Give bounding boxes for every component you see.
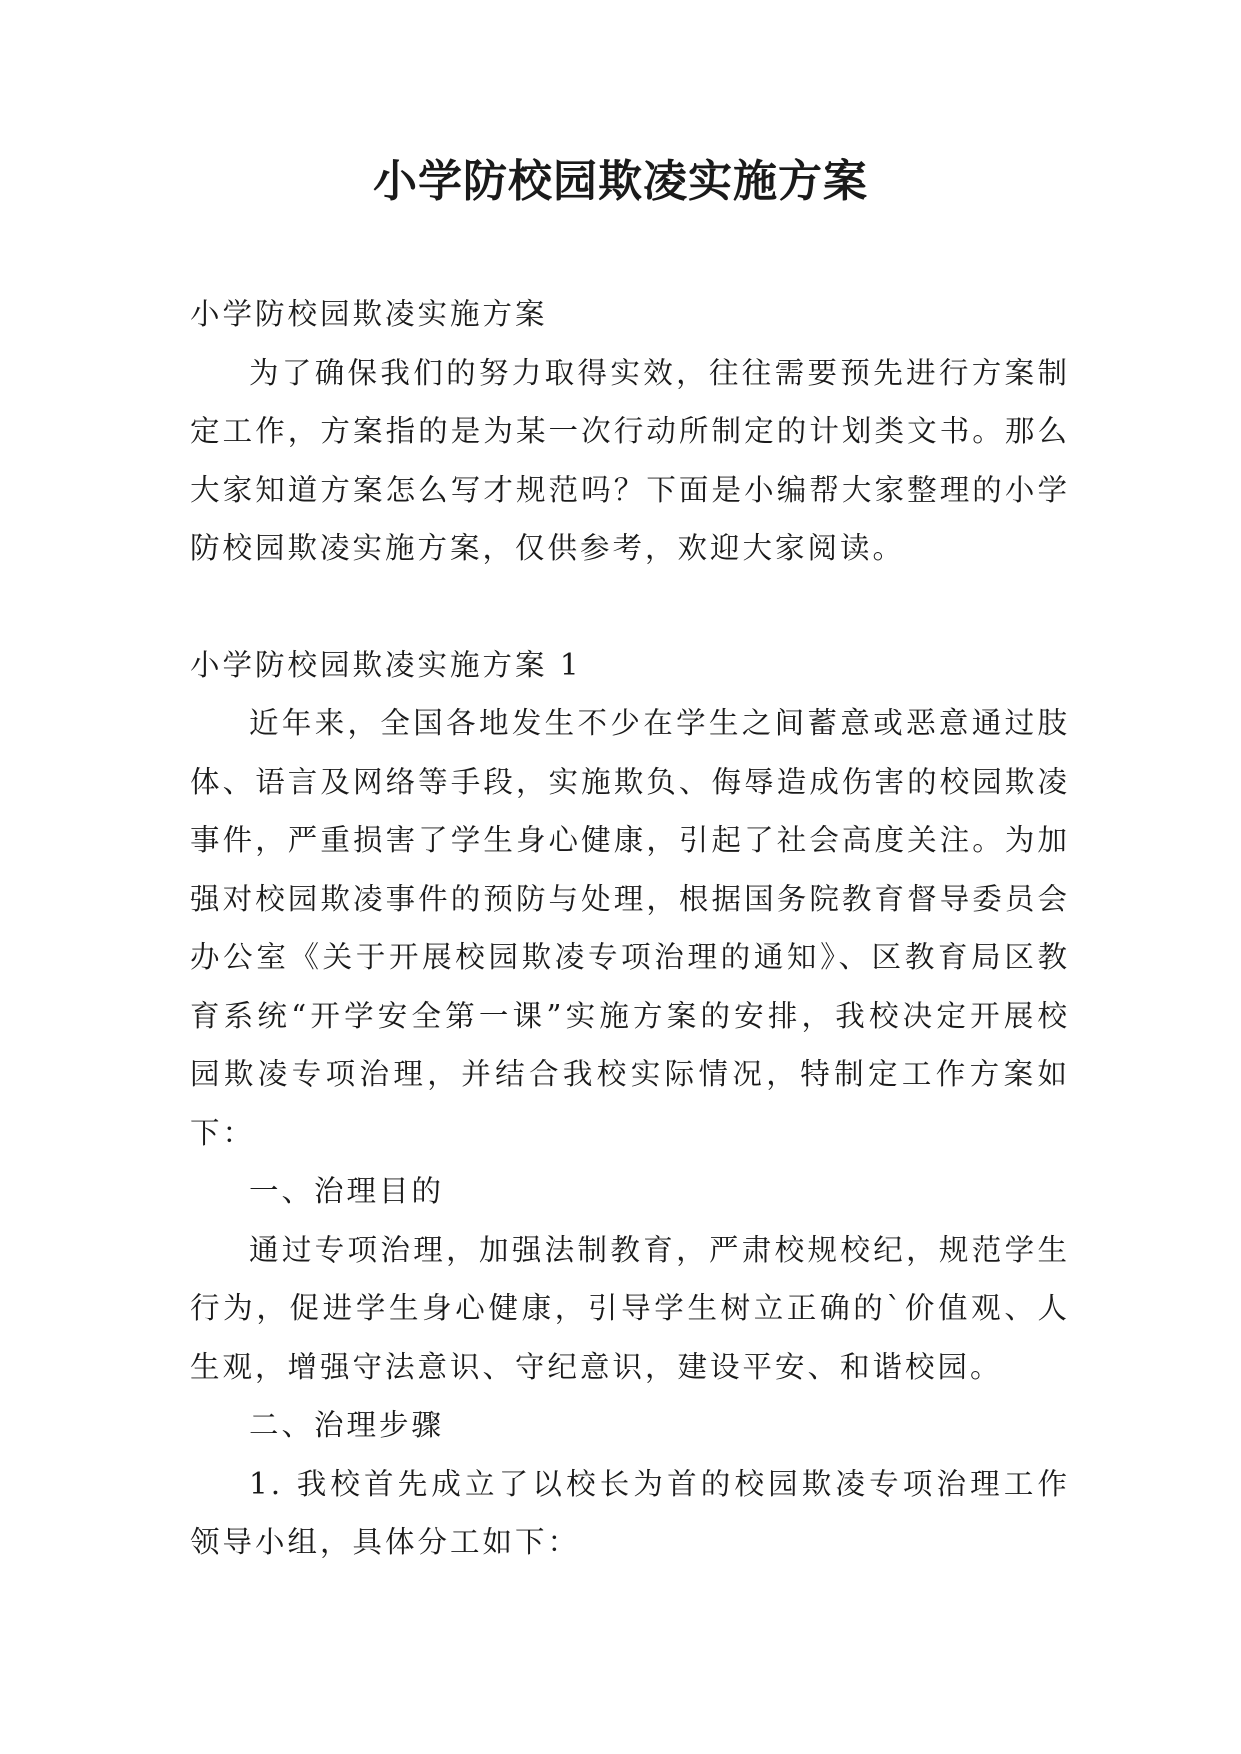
steps-heading: 二、治理步骤 xyxy=(249,1408,445,1442)
section-heading: 小学防校园欺凌实施方案 1 xyxy=(190,647,582,682)
goal-heading: 一、治理目的 xyxy=(249,1174,445,1208)
step-paragraph: 1. 我校首先成立了以校长为首的校园欺凌专项治理工作领导小组，具体分工如下： xyxy=(190,1466,1070,1559)
section-paragraph: 近年来，全国各地发生不少在学生之间蓄意或恶意通过肢体、语言及网络等手段，实施欺负、侮辱造成伤害的校园欺凌事件，严重损害了学生身心健康，引起了社会高度关注。为加强对校园欺凌事件的预防与处理，根据国务院教育督导委员会办公室《关于开展校园欺凌专项治理的通知》、区教育局区教育系统“开学安全第一课”实施方案的安排，我校决定开展校园欺凌专项治理，并结合我校实际情况，特制定工作方案如下： xyxy=(190,706,1070,1150)
intro-paragraph: 为了确保我们的努力取得实效，往往需要预先进行方案制定工作，方案指的是为某一次行动所制定的计划类文书。那么大家知道方案怎么写才规范吗？下面是小编帮大家整理的小学防校园欺凌实施方案，仅供参考，欢迎大家阅读。 xyxy=(190,355,1070,565)
paragraph-spacer xyxy=(190,578,1070,636)
document-body xyxy=(190,285,1070,1572)
document-title: 小学防校园欺凌实施方案 xyxy=(373,156,868,207)
document-subtitle: 小学防校园欺凌实施方案 xyxy=(190,297,548,331)
goal-paragraph: 通过专项治理，加强法制教育，严肃校规校纪，规范学生行为，促进学生身心健康，引导学生树立正确的`价值观、人生观，增强守法意识、守纪意识，建设平安、和谐校园。 xyxy=(190,1232,1070,1384)
